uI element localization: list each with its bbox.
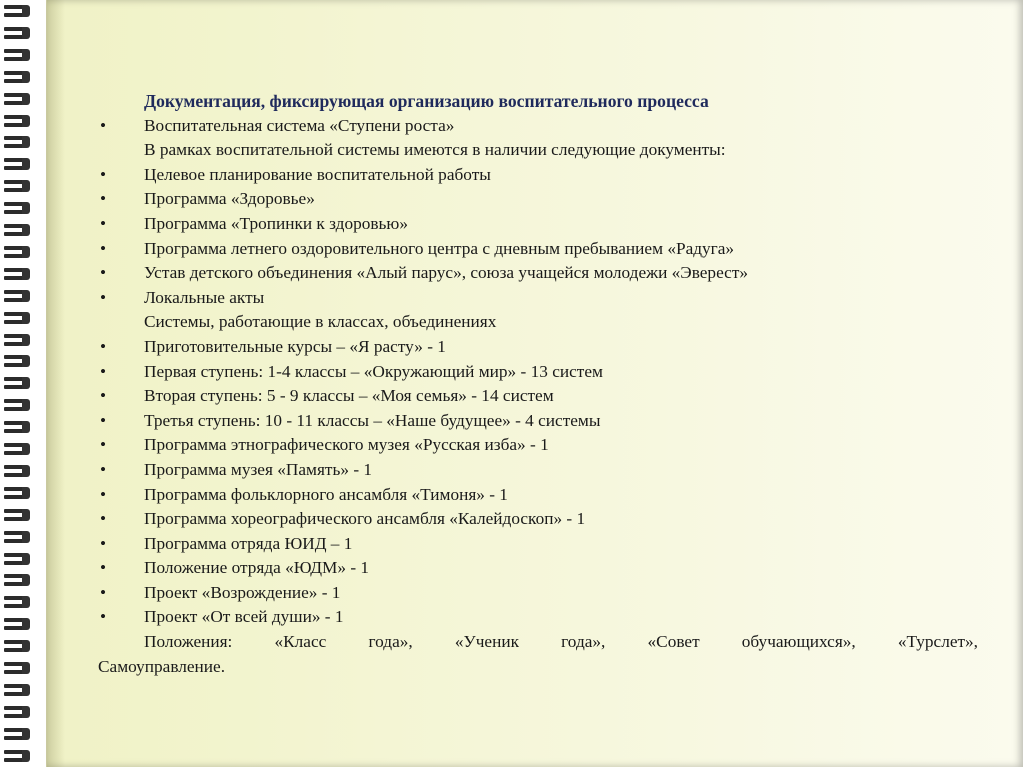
bullet-marker: •: [100, 410, 107, 430]
spiral-ring: [4, 531, 34, 544]
bullet-list-item: [98, 237, 978, 262]
document-content: [98, 89, 978, 679]
spiral-ring: [4, 180, 34, 193]
spiral-ring: [4, 224, 34, 237]
bullet-marker: •: [100, 582, 107, 602]
line-text: Программа музея «Память» - 1: [144, 459, 373, 479]
bullet-list-item: [98, 605, 978, 630]
spiral-ring: [4, 334, 34, 347]
spiral-ring: [4, 465, 34, 478]
bullet-marker: •: [100, 164, 107, 184]
spiral-ring: [4, 71, 34, 84]
spiral-ring: [4, 553, 34, 566]
line-text: В рамках воспитательной системы имеются в наличии следующие документы:: [144, 140, 726, 160]
spiral-ring: [4, 706, 34, 719]
bullet-marker: •: [100, 287, 107, 307]
page-edge-shadow: [47, 0, 65, 767]
spiral-ring: [4, 443, 34, 456]
bullet-marker: •: [100, 435, 107, 455]
line-text: Программа хореографического ансамбля «Калейдоскоп» - 1: [144, 509, 586, 529]
bullet-list-item: [98, 286, 978, 311]
line-text: Вторая ступень: 5 - 9 классы – «Моя семья» - 14 систем: [144, 386, 554, 406]
spiral-ring: [4, 487, 34, 500]
document-title: Документация, фиксирующая организацию воспитательного процесса: [144, 91, 709, 111]
spiral-ring: [4, 158, 34, 171]
spiral-ring: [4, 640, 34, 653]
spiral-ring: [4, 684, 34, 697]
spiral-ring: [4, 574, 34, 587]
spiral-ring: [4, 509, 34, 522]
spiral-ring: [4, 750, 34, 763]
bullet-list-item: [98, 458, 978, 483]
spiral-ring: [4, 355, 34, 368]
spiral-ring: [4, 27, 34, 40]
bullet-list-item: [98, 187, 978, 212]
spiral-ring: [4, 596, 34, 609]
spiral-ring: [4, 377, 34, 390]
line-text: Третья ступень: 10 - 11 классы – «Наше будущее» - 4 системы: [144, 410, 601, 430]
bullet-list-item: [98, 360, 978, 385]
bullet-list-item: [98, 433, 978, 458]
line-text: Устав детского объединения «Алый парус», союза учащейся молодежи «Эверест»: [144, 263, 749, 283]
spiral-ring: [4, 136, 34, 149]
bullet-marker: •: [100, 386, 107, 406]
spiral-ring: [4, 421, 34, 434]
spiral-ring: [4, 5, 34, 18]
bullet-list-item: [98, 409, 978, 434]
line-text: Системы, работающие в классах, объединениях: [144, 312, 497, 332]
line-text: Проект «От всей души» - 1: [144, 607, 344, 627]
bullet-list-item: [98, 483, 978, 508]
bullet-marker: •: [100, 484, 107, 504]
line-text: Программа «Тропинки к здоровью»: [144, 213, 408, 233]
spiral-ring: [4, 312, 34, 325]
bullet-list-item: [98, 556, 978, 581]
bullet-list-item: [98, 114, 978, 139]
spiral-ring: [4, 290, 34, 303]
spiral-ring: [4, 202, 34, 215]
bullet-list-item: [98, 335, 978, 360]
spiral-ring: [4, 115, 34, 128]
line-text: Локальные акты: [144, 287, 265, 307]
spiral-ring: [4, 246, 34, 259]
line-text: Программа отряда ЮИД – 1: [144, 533, 353, 553]
bullet-list-item: [98, 532, 978, 557]
bullet-marker: •: [100, 336, 107, 356]
bullet-marker: •: [100, 533, 107, 553]
bullet-marker: •: [100, 459, 107, 479]
bullet-marker: •: [100, 263, 107, 283]
spiral-binding: [0, 0, 46, 767]
document-lines: [98, 114, 978, 630]
spiral-ring: [4, 618, 34, 631]
line-text: Целевое планирование воспитательной работы: [144, 164, 491, 184]
bullet-marker: •: [100, 189, 107, 209]
bullet-list-item: [98, 507, 978, 532]
spiral-ring: [4, 728, 34, 741]
spiral-ring: [4, 662, 34, 675]
bullet-marker: •: [100, 213, 107, 233]
line-text: Приготовительные курсы – «Я расту» - 1: [144, 336, 446, 356]
spiral-ring: [4, 399, 34, 412]
bullet-marker: •: [100, 509, 107, 529]
text-line: [98, 138, 978, 163]
spiral-ring: [4, 49, 34, 62]
bullet-marker: •: [100, 115, 107, 135]
line-text: Проект «Возрождение» - 1: [144, 582, 341, 602]
line-text: Программа фольклорного ансамбля «Тимоня» - 1: [144, 484, 508, 504]
bullet-marker: •: [100, 558, 107, 578]
bullet-marker: •: [100, 238, 107, 258]
line-text: Программа этнографического музея «Русская изба» - 1: [144, 435, 549, 455]
bullet-marker: •: [100, 361, 107, 381]
line-text: Программа «Здоровье»: [144, 189, 315, 209]
spiral-ring: [4, 268, 34, 281]
bullet-list-item: [98, 212, 978, 237]
spiral-ring: [4, 93, 34, 106]
line-text: Положение отряда «ЮДМ» - 1: [144, 558, 370, 578]
text-line: [98, 310, 978, 335]
line-text: Программа летнего оздоровительного центра с дневным пребыванием «Радуга»: [144, 238, 735, 258]
bullet-list-item: [98, 384, 978, 409]
bullet-list-item: [98, 163, 978, 188]
line-text: Воспитательная система «Ступени роста»: [144, 115, 455, 135]
closing-paragraph-line-1: Положения: «Класс года», «Ученик года», «Совет обучающихся», «Турслет»,: [144, 632, 978, 652]
closing-paragraph-line-2: Самоуправление.: [98, 656, 226, 676]
bullet-marker: •: [100, 607, 107, 627]
bullet-list-item: [98, 581, 978, 606]
line-text: Первая ступень: 1-4 классы – «Окружающий мир» - 13 систем: [144, 361, 603, 381]
bullet-list-item: [98, 261, 978, 286]
